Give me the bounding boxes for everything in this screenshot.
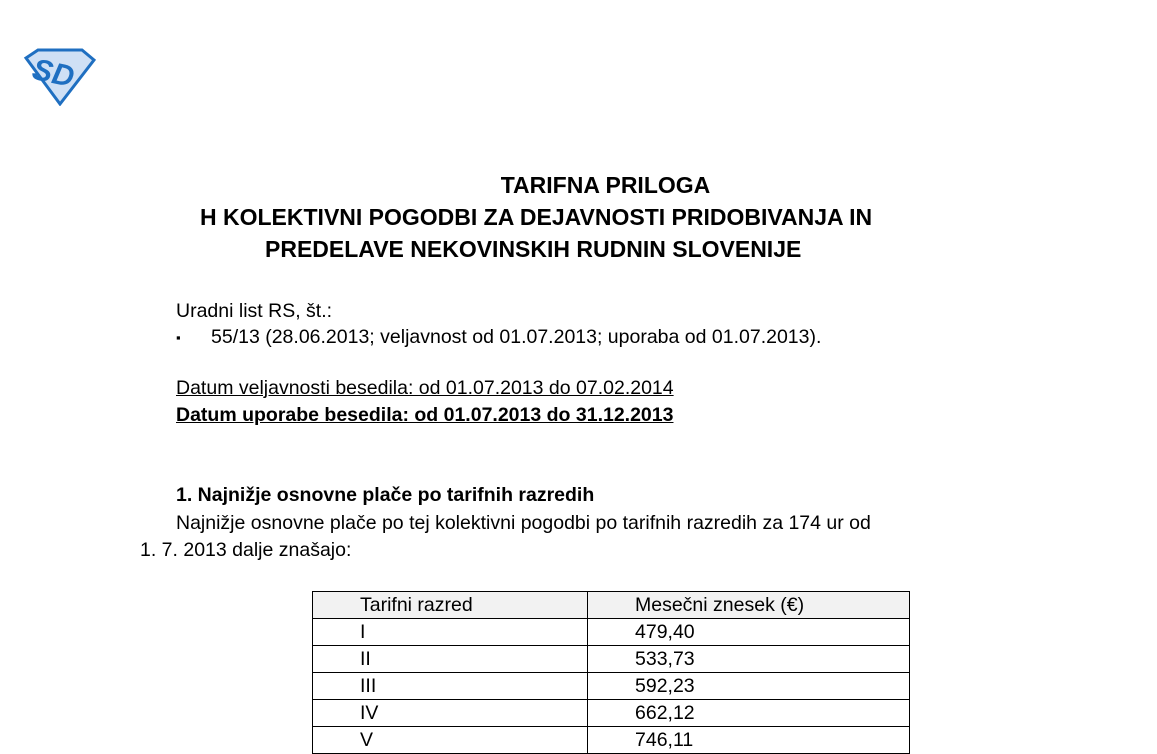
cell-amount: 533,73: [588, 646, 910, 673]
validity-date: Datum veljavnosti besedila: od 01.07.2013 do 07.02.2014: [176, 377, 674, 399]
paragraph-line-2: 1. 7. 2013 dalje znašajo:: [140, 539, 352, 561]
table-row: [313, 727, 910, 754]
section-heading: 1. Najnižje osnovne plače po tarifnih razredih: [176, 484, 595, 506]
table-row: [313, 673, 910, 700]
cell-class: IV: [313, 700, 588, 727]
table-header-row: [313, 592, 910, 619]
use-date: Datum uporabe besedila: od 01.07.2013 do 31.12.2013: [176, 404, 674, 426]
table-row: [313, 619, 910, 646]
salary-table: [312, 591, 910, 754]
cell-amount: 479,40: [588, 619, 910, 646]
cell-amount: 662,12: [588, 700, 910, 727]
cell-class: I: [313, 619, 588, 646]
cell-amount: 592,23: [588, 673, 910, 700]
header-amount: Mesečni znesek (€): [588, 592, 910, 619]
title-line-2: H KOLEKTIVNI POGODBI ZA DEJAVNOSTI PRIDOBIVANJA IN: [200, 204, 873, 230]
paragraph-line-1: Najnižje osnovne plače po tej kolektivni pogodbi po tarifnih razredih za 174 ur od: [176, 512, 871, 534]
svg-text:SD: SD: [29, 52, 78, 94]
cell-class: II: [313, 646, 588, 673]
table-row: [313, 646, 910, 673]
cell-class: V: [313, 727, 588, 754]
bullet-icon: ▪: [176, 330, 181, 345]
gazette-item: 55/13 (28.06.2013; veljavnost od 01.07.2013; uporaba od 01.07.2013).: [211, 326, 822, 348]
gazette-label: Uradni list RS, št.:: [176, 300, 333, 322]
title-line-1: TARIFNA PRILOGA: [500, 172, 711, 198]
logo: [22, 48, 96, 111]
header-class: Tarifni razred: [313, 592, 588, 619]
cell-class: III: [313, 673, 588, 700]
cell-amount: 746,11: [588, 727, 910, 754]
title-line-3: PREDELAVE NEKOVINSKIH RUDNIN SLOVENIJE: [265, 236, 802, 262]
table-row: [313, 700, 910, 727]
